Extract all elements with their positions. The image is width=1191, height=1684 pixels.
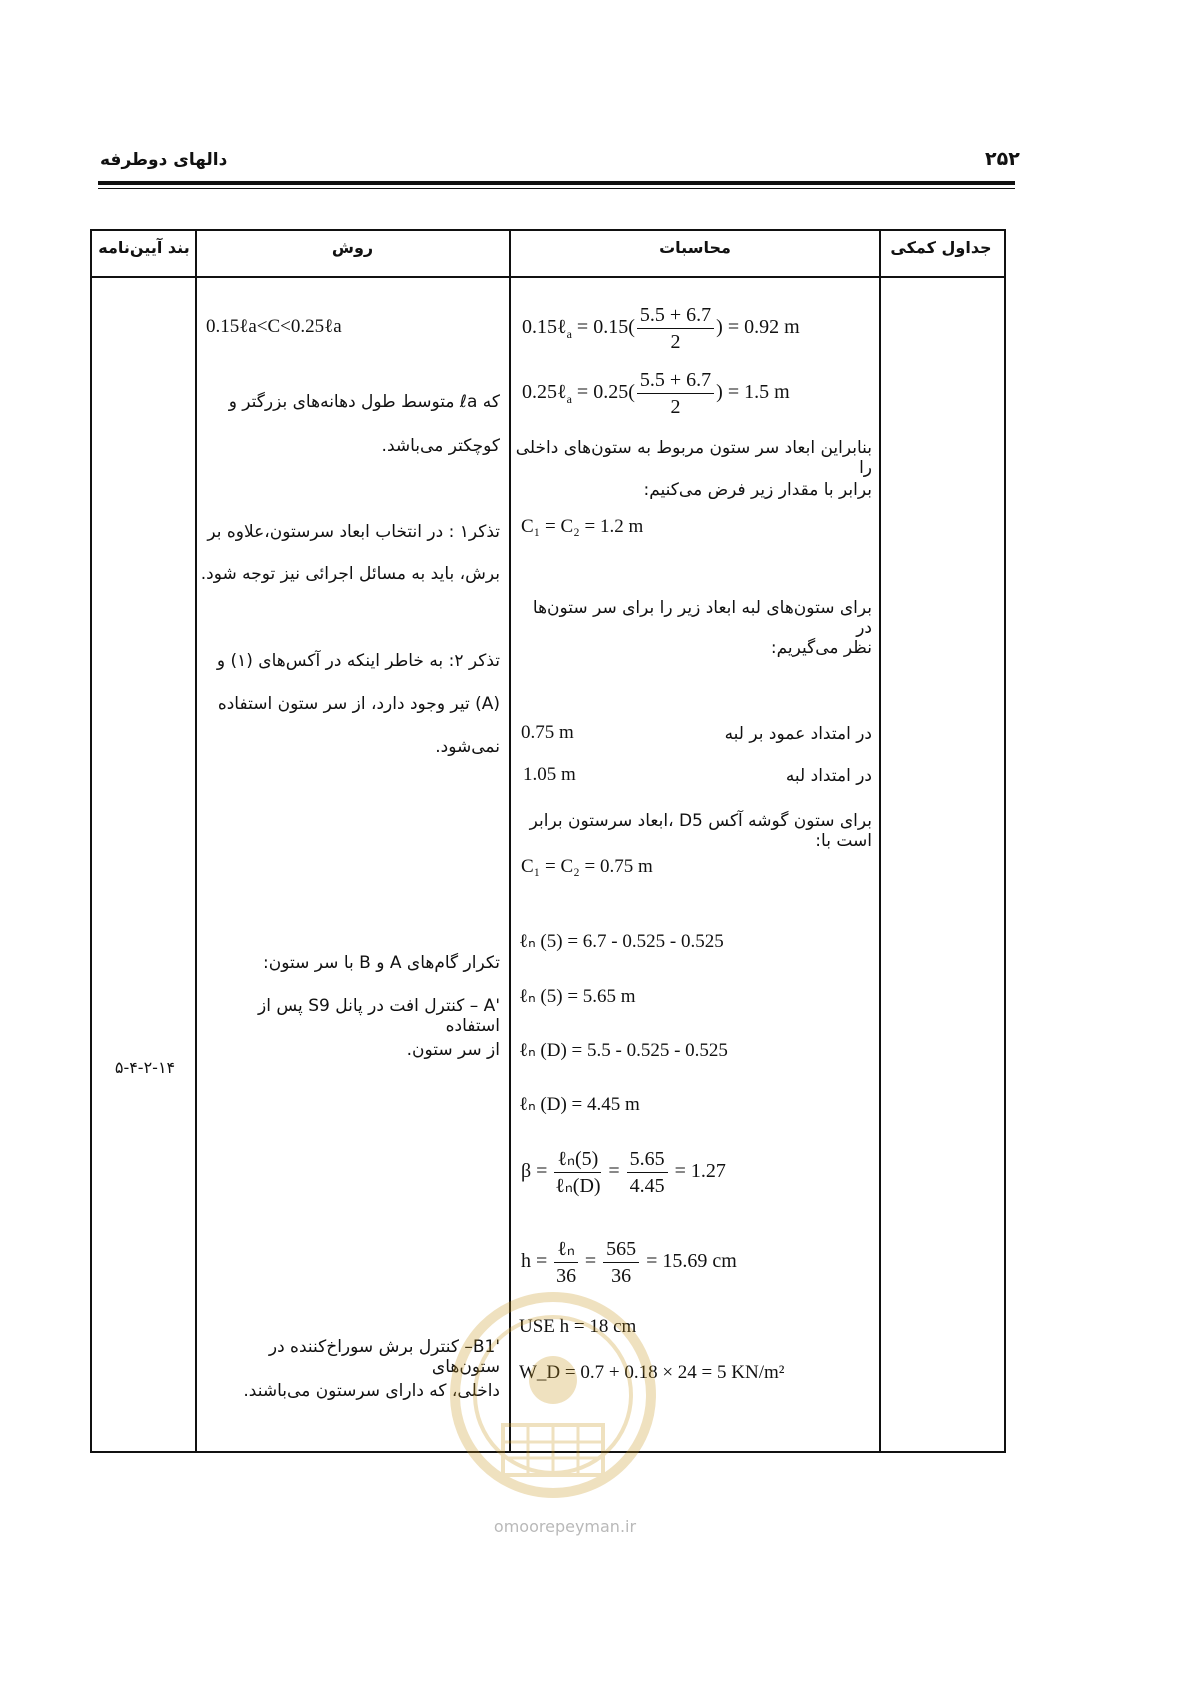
fraction-numerator: 565 [603, 1236, 639, 1263]
fraction-denominator: 36 [556, 1265, 577, 1287]
fraction-numerator: 5.5 + 6.7 [637, 302, 714, 329]
calc-edge-along-label: در امتداد لبه [785, 766, 872, 786]
beta-fraction-1 [554, 1146, 601, 1199]
column-divider-1 [195, 229, 197, 1451]
fraction-numerator: ℓₙ(5) [554, 1146, 601, 1173]
method-bounds: 0.15ℓa<C<0.25ℓa [206, 316, 342, 337]
column-divider-2 [509, 229, 511, 1451]
h-fraction-2 [603, 1236, 639, 1289]
column-divider-3 [879, 229, 881, 1451]
calc-lower-bound-fraction [637, 302, 714, 355]
calc-interior-text-2: برابر با مقدار زیر فرض می‌کنیم: [643, 480, 872, 500]
h-result: = 15.69 cm [646, 1250, 737, 1273]
h-lhs: h = [521, 1250, 548, 1273]
calc-lower-bound-result: ) = 0.92 m [716, 316, 800, 339]
method-repeat-steps: تکرار گام‌های A و B با سر ستون: [263, 953, 500, 973]
clause-reference: ۵-۴-۲-۱۴ [114, 1058, 176, 1077]
calc-edge-perp-label: در امتداد عمود بر لبه [724, 724, 872, 744]
calc-c-interior: C₁ = C₂ = 1.2 m [521, 516, 644, 537]
col-header-method: روش [331, 238, 374, 257]
method-la-def-1: که ℓa متوسط طول دهانه‌های بزرگتر و [228, 392, 500, 412]
calc-upper-bound-lhs: 0.25ℓ [522, 381, 567, 404]
running-header-title: دالهای دوطرفه [100, 150, 228, 170]
calc-wd: W_D = 0.7 + 0.18 × 24 = 5 KN/m² [519, 1362, 785, 1383]
table-header-divider [90, 276, 1004, 278]
fraction-numerator: 5.65 [627, 1146, 668, 1173]
calc-upper-bound-result: ) = 1.5 m [716, 381, 790, 404]
col-header-calculations: محاسبات [659, 238, 731, 257]
watermark-url: omoorepeyman.ir [493, 1517, 637, 1536]
calc-ln5-result: ℓₙ (5) = 5.65 m [519, 986, 636, 1007]
calc-interior-text-1: بنابراین ابعاد سر ستون مربوط به ستون‌های داخلی را [515, 438, 872, 478]
calc-lnD-result: ℓₙ (D) = 4.45 m [519, 1094, 640, 1115]
method-note1-1: تذکر۱ : در انتخاب ابعاد سرستون،علاوه بر [207, 522, 500, 542]
beta-equals: = [608, 1160, 620, 1183]
calc-lower-bound-lhs: 0.15ℓ [522, 316, 567, 339]
calc-edge-text-2: نظر می‌گیریم: [770, 638, 872, 658]
fraction-numerator: 5.5 + 6.7 [637, 367, 714, 394]
calc-ln5-formula: ℓₙ (5) = 6.7 - 0.525 - 0.525 [519, 931, 724, 952]
calc-beta [521, 1146, 726, 1199]
calc-edge-along-value: 1.05 m [523, 764, 576, 785]
method-b1-prime-1: 'B1– کنترل برش سوراخ‌کننده در ستون‌های [268, 1337, 500, 1377]
calc-upper-bound-sub: a [566, 392, 572, 407]
beta-result: = 1.27 [674, 1160, 726, 1183]
method-note2-2: (A) تیر وجود دارد، از سر ستون استفاده [217, 694, 500, 714]
calc-lnD-formula: ℓₙ (D) = 5.5 - 0.525 - 0.525 [519, 1040, 728, 1061]
beta-fraction-2 [627, 1146, 668, 1199]
method-note2-3: نمی‌شود. [435, 737, 500, 757]
beta-lhs: β = [521, 1160, 548, 1183]
method-note2-1: تذکر ۲: به خاطر اینکه در آکس‌های (۱) و [216, 651, 500, 671]
calc-edge-perp-value: 0.75 m [521, 722, 574, 743]
calc-upper-bound-mid: = 0.25( [571, 381, 635, 404]
calc-c-corner: C₁ = C₂ = 0.75 m [521, 856, 653, 877]
h-fraction-1 [554, 1236, 578, 1289]
seal-graphic [448, 1290, 658, 1500]
fraction-denominator: 2 [670, 331, 681, 353]
calc-upper-bound-fraction [637, 367, 714, 420]
method-note1-2: برش، باید به مسائل اجرائی نیز توجه شود. [200, 564, 500, 584]
fraction-denominator: ℓₙ(D) [555, 1175, 601, 1197]
fraction-numerator: ℓₙ [554, 1236, 578, 1263]
h-equals: = [584, 1250, 597, 1273]
method-a-prime-2: از سر ستون. [406, 1040, 500, 1060]
fraction-denominator: 4.45 [629, 1175, 665, 1197]
calc-upper-bound [522, 367, 790, 420]
calc-lower-bound [522, 302, 800, 355]
calc-use-h: USE h = 18 cm [519, 1316, 637, 1337]
calc-lower-bound-sub: a [566, 327, 572, 342]
calc-edge-text-1: برای ستون‌های لبه ابعاد زیر را برای سر ستون‌ها در [532, 598, 872, 638]
method-a-prime-1: 'A – کنترل افت در پانل S9 پس از استفاده [258, 996, 500, 1036]
fraction-denominator: 2 [670, 396, 681, 418]
header-rule-thin [98, 188, 1015, 189]
watermark-seal [448, 1290, 658, 1500]
col-header-clause: بند آیین‌نامه [98, 238, 190, 257]
col-header-aux-tables: جداول کمکی [890, 238, 992, 257]
calc-lower-bound-mid: = 0.15( [571, 316, 635, 339]
calc-corner-text: برای ستون گوشه آکس D5 ،ابعاد سرستون برابر است با: [529, 811, 872, 851]
fraction-denominator: 36 [611, 1265, 632, 1287]
header-rule [98, 181, 1015, 185]
method-la-def-2: کوچکتر می‌باشد. [381, 436, 500, 456]
page-number: ۲۵۲ [985, 148, 1020, 170]
calc-h [521, 1236, 737, 1289]
method-b1-prime-2: داخلی، که دارای سرستون می‌باشند. [243, 1381, 500, 1401]
